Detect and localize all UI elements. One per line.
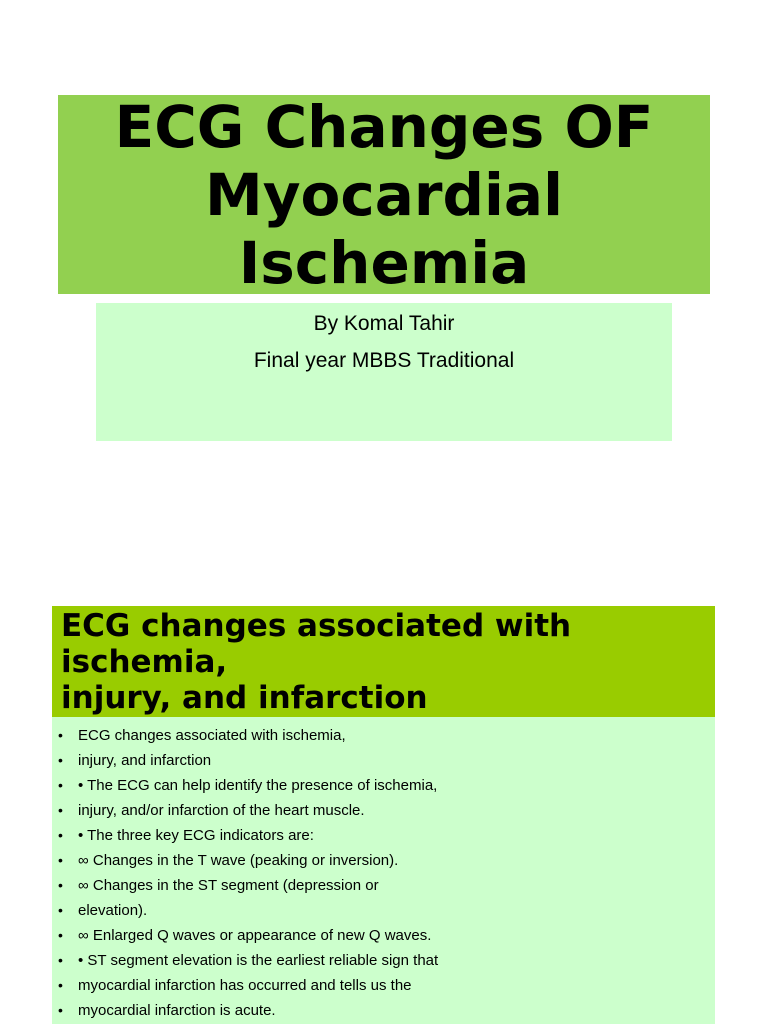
bullet-dot: • <box>58 927 63 943</box>
bullet-text: ∞ Changes in the ST segment (depression or <box>78 877 379 894</box>
bullet-text: myocardial infarction is acute. <box>78 1002 276 1019</box>
bullet-text: • ST segment elevation is the earliest reliable sign that <box>78 952 439 969</box>
bullet-dot: • <box>58 802 63 818</box>
bullet-text: • The three key ECG indicators are: <box>78 827 314 844</box>
bullet-dot: • <box>58 852 63 868</box>
bullet-item <box>58 748 715 773</box>
bullet-item <box>58 898 715 923</box>
bullet-text: ∞ Enlarged Q waves or appearance of new Q waves. <box>78 927 432 944</box>
bullet-dot: • <box>58 752 63 768</box>
slide1-title-line: Myocardial <box>205 160 563 229</box>
bullet-dot: • <box>58 952 63 968</box>
bullet-dot: • <box>58 827 63 843</box>
bullet-dot: • <box>58 902 63 918</box>
bullet-dot: • <box>58 777 63 793</box>
bullet-text: elevation). <box>78 902 148 919</box>
slide2-title-line: injury, and infarction <box>61 680 428 716</box>
slide1-title-line: Ischemia <box>238 228 530 297</box>
bullet-dot: • <box>58 877 63 893</box>
slide1-title <box>115 93 654 297</box>
bullet-list <box>52 717 715 1023</box>
bullet-dot: • <box>58 1002 63 1018</box>
bullet-text: injury, and/or infarction of the heart muscle. <box>78 802 365 819</box>
bullet-text: ECG changes associated with ischemia, <box>78 727 346 744</box>
slide2-body <box>52 717 715 1024</box>
bullet-item <box>58 873 715 898</box>
subtitle-box <box>96 303 672 441</box>
bullet-item <box>58 948 715 973</box>
bullet-dot: • <box>58 977 63 993</box>
bullet-item <box>58 848 715 873</box>
bullet-item <box>58 773 715 798</box>
slide1-title-box <box>58 92 710 297</box>
author-line: By Komal Tahir <box>313 312 455 335</box>
bullet-text: injury, and infarction <box>78 752 212 769</box>
bullet-text: • The ECG can help identify the presence of ischemia, <box>78 777 438 794</box>
bullet-item <box>58 973 715 998</box>
bullet-text: myocardial infarction has occurred and tells us the <box>78 977 412 994</box>
bullet-item <box>58 798 715 823</box>
bullet-item <box>58 998 715 1023</box>
slide2-title-line: ECG changes associated with <box>61 608 572 644</box>
slide1-title-line: ECG Changes OF <box>114 92 654 161</box>
slide2-header <box>52 606 715 717</box>
slide2-title-line: ischemia, <box>61 644 228 680</box>
bullet-text: ∞ Changes in the T wave (peaking or inversion). <box>78 852 399 869</box>
bullet-dot: • <box>58 727 63 743</box>
program-line: Final year MBBS Traditional <box>253 349 515 372</box>
bullet-item <box>58 823 715 848</box>
bullet-item <box>58 923 715 948</box>
slide2-title <box>52 606 715 716</box>
bullet-item <box>58 723 715 748</box>
